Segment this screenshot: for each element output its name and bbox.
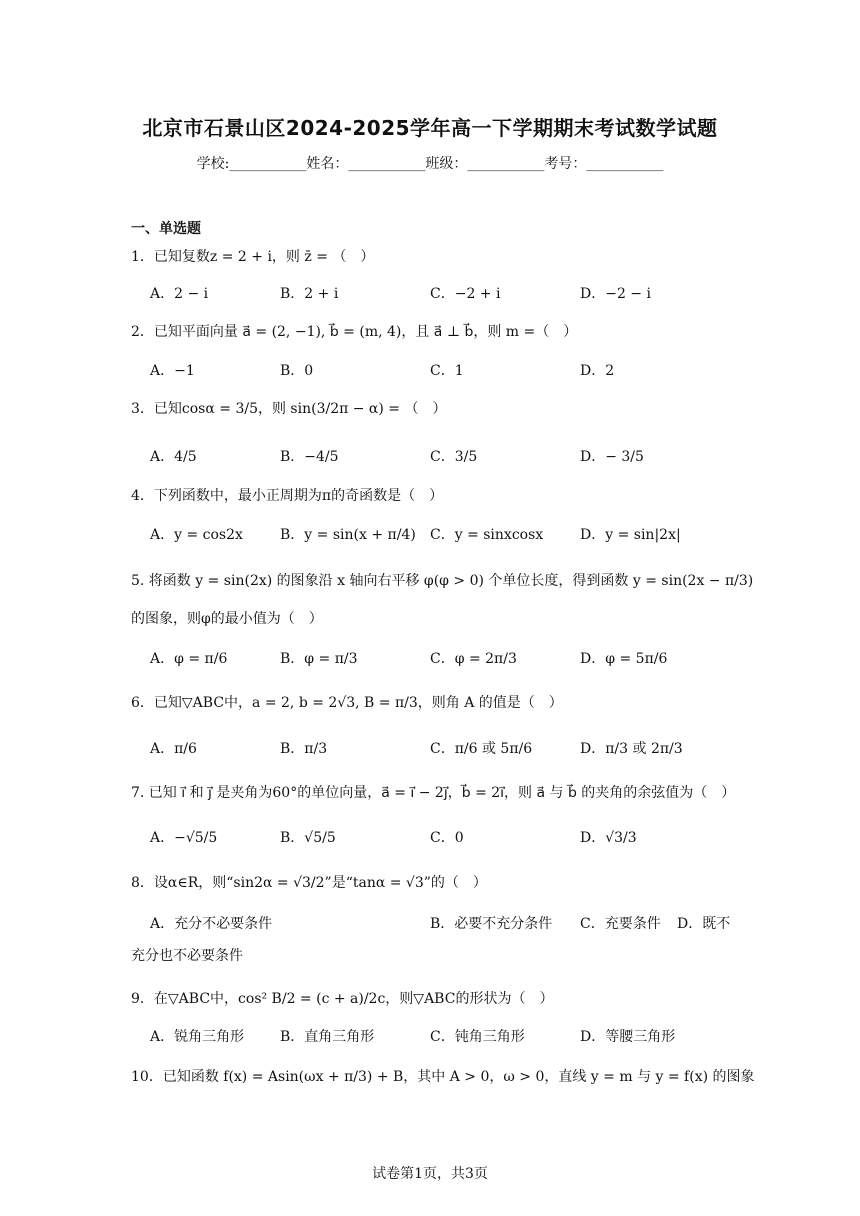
q1-option-d: D．−2 − i — [580, 286, 651, 302]
question-8-stem: 8．设α∈R，则“sin2α = √3/2”是“tanα = √3”的（ ） — [131, 875, 487, 891]
q9-option-d: D．等腰三角形 — [580, 1029, 676, 1045]
q5-option-b: B．φ = π/3 — [280, 651, 358, 667]
q3-option-d: D．− 3/5 — [580, 449, 644, 465]
q7-option-c: C．0 — [430, 830, 464, 846]
q6-option-b: B．π/3 — [280, 741, 328, 757]
q2-option-a: A．−1 — [150, 363, 195, 379]
question-9-stem: 9．在▽ABC中，cos² B/2 = (c + a)/2c，则▽ABC的形状为（ ） — [131, 991, 554, 1007]
page-footer: 试卷第1页，共3页 — [372, 1166, 488, 1182]
q4-option-b: B．y = sin(x + π/4) — [280, 527, 416, 543]
q5-option-c: C．φ = 2π/3 — [430, 651, 517, 667]
q2-option-d: D．2 — [580, 363, 615, 379]
q1-option-b: B．2 + i — [280, 286, 339, 302]
q4-option-d: D．y = sin|2x| — [580, 527, 681, 543]
exam-title: 北京市石景山区2024-2025学年高一下学期期末考试数学试题 — [142, 116, 718, 140]
question-6-stem: 6．已知▽ABC中，a = 2, b = 2√3, B = π/3，则角 A 的值是（ ） — [131, 695, 563, 711]
q2-option-b: B．0 — [280, 363, 314, 379]
question-2-stem: 2．已知平面向量 a⃗ = (2, −1), b⃗ = (m, 4)，且 a⃗ ⊥ b⃗，则 m =（ ） — [131, 324, 578, 340]
q7-option-d: D．√3/3 — [580, 830, 637, 846]
question-8-option-d-cont: 充分也不必要条件 — [131, 948, 243, 964]
q1-option-c: C．−2 + i — [430, 286, 501, 302]
section-heading: 一、单选题 — [131, 221, 201, 237]
q3-option-c: C．3/5 — [430, 449, 478, 465]
question-7-stem: 7. 已知 i⃗ 和 j⃗ 是夹角为60°的单位向量，a⃗ = i⃗ − 2j⃗，b⃗ = 2i⃗，则 a⃗ 与 b⃗ 的夹角的余弦值为（ ） — [131, 785, 736, 801]
q6-option-a: A．π/6 — [150, 741, 197, 757]
q8-option-d: D．既不 — [677, 916, 731, 932]
q5-option-d: D．φ = 5π/6 — [580, 651, 668, 667]
q9-option-b: B．直角三角形 — [280, 1029, 375, 1045]
q9-option-c: C．钝角三角形 — [430, 1029, 525, 1045]
question-5-stem-cont: 的图象，则φ的最小值为（ ） — [131, 611, 323, 627]
q1-option-a: A．2 − i — [150, 286, 209, 302]
q4-option-a: A．y = cos2x — [150, 527, 243, 543]
q7-option-b: B．√5/5 — [280, 830, 336, 846]
question-4-stem: 4．下列函数中，最小正周期为π的奇函数是（ ） — [131, 488, 444, 504]
q6-option-d: D．π/3 或 2π/3 — [580, 741, 683, 757]
q4-option-c: C．y = sinxcosx — [430, 527, 544, 543]
q9-option-a: A．锐角三角形 — [150, 1029, 245, 1045]
student-info-line: 学校:___________姓名：___________班级：___________考号：___________ — [196, 156, 664, 172]
q7-option-a: A．−√5/5 — [150, 830, 218, 846]
q6-option-c: C．π/6 或 5π/6 — [430, 741, 533, 757]
q8-option-c: C．充要条件 — [580, 916, 661, 932]
question-3-stem: 3．已知cosα = 3/5，则 sin(3/2π − α) = （ ） — [131, 401, 447, 417]
question-10-stem: 10．已知函数 f(x) = Asin(ωx + π/3) + B，其中 A > 0，ω > 0，直线 y = m 与 y = f(x) 的图象 — [131, 1069, 755, 1085]
question-5-stem: 5. 将函数 y = sin(2x) 的图象沿 x 轴向右平移 φ(φ > 0) 个单位长度，得到函数 y = sin(2x − π/3) — [131, 573, 754, 589]
q8-option-a: A．充分不必要条件 — [150, 916, 273, 932]
question-1-stem: 1．已知复数z = 2 + i，则 z̄ = （ ） — [131, 249, 375, 265]
q8-option-b: B．必要不充分条件 — [430, 916, 553, 932]
q5-option-a: A．φ = π/6 — [150, 651, 228, 667]
q3-option-a: A．4/5 — [150, 449, 197, 465]
q2-option-c: C．1 — [430, 363, 464, 379]
q3-option-b: B．−4/5 — [280, 449, 339, 465]
